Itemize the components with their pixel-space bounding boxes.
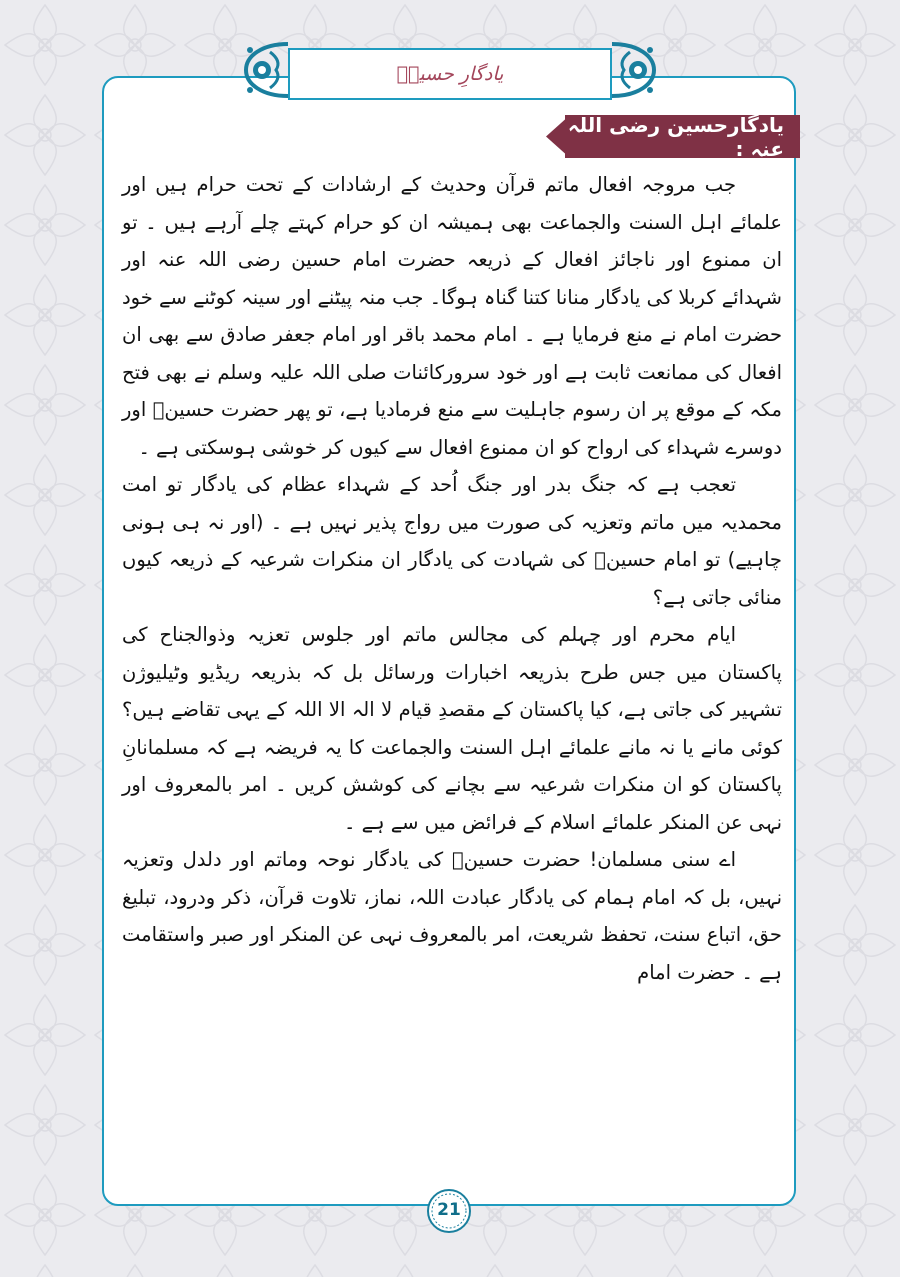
book-title: یادگارِ حسینؓ [396,63,504,85]
paragraph: ایام محرم اور چہلم کی مجالس ماتم اور جلوس تعزیہ وذوالجناح کی پاکستان میں جس طرح بذریعہ اخبارات ورسائل بل کہ بذریعہ ریڈیو وٹیلیوژن تشہیر کی جاتی ہے، کیا پاکستان کے مقصدِ قیام لا الہ الا اللہ کے یہی تقاضے ہیں؟ کوئی مانے یا نہ مانے علمائے اہل السنت والجماعت کا یہ فریضہ ہے کہ مسلمانانِ پاکستان کو ان منکرات شرعیہ سے بچانے کی کوشش کریں ۔ امر بالمعروف اور نہی عن المنکر علمائے اسلام کے فرائض میں سے ہے ۔ [122,623,782,834]
paragraph: اے سنی مسلمان! حضرت حسینؓ کی یادگار نوحہ وماتم اور دلدل وتعزیہ نہیں، بل کہ امام ہمام کی یادگار عبادت اللہ، نماز، تلاوت قرآن، ذکر ودرود، تبلیغ حق، اتباع سنت، تحفظ شریعت، امر بالمعروف نہی عن المنکر اور صبر واستقامت ہے ۔ حضرت امام [122,848,782,984]
body-text [122,166,782,1156]
paragraph: تعجب ہے کہ جنگ بدر اور جنگ اُحد کے شہداء عظام کی یادگار تو امت محمدیہ میں ماتم وتعزیہ کی صورت میں رواج پذیر نہیں ہے ۔ (اور نہ ہی ہونی چاہیے) تو امام حسینؓ کی شہادت کی یادگار ان منکرات شرعیہ کے ذریعہ کیوں منائی جاتی ہے؟ [122,473,782,609]
section-heading: یادگارحسین رضی اللہ عنہ : [567,112,784,161]
paragraph: جب مروجہ افعال ماتم قرآن وحدیث کے ارشادات کے تحت حرام ہیں اور علمائے اہل السنت والجماعت بھی ہمیشہ ان کو حرام کہتے چلے آرہے ہیں ۔ تو ان ممنوع اور ناجائز افعال کے ذریعہ حضرت امام حسین رضی اللہ عنہ اور شہدائے کربلا کی یادگار منانا کتنا گناہ ہوگا۔ جب منہ پیٹنے اور سینہ کوٹنے سے خود حضرت امام نے منع فرمایا ہے ۔ امام محمد باقر اور امام جعفر صادق سے بھی ان افعال کی ممانعت ثابت ہے اور خود سرورکائنات صلی اللہ علیہ وسلم نے بھی فتح مکہ کے موقع پر ان رسوم جاہلیت سے منع فرمادیا ہے، تو پھر حضرت حسینؓ اور دوسرے شہداء کی ارواح کو ان ممنوع افعال سے کیوں کر خوشی ہوسکتی ہے ۔ [122,173,782,459]
book-title-box [288,48,612,100]
ornament-left-icon [240,38,292,102]
section-heading-band [565,112,800,161]
page-number: 21 [437,1200,461,1220]
ornament-right-icon [608,38,660,102]
